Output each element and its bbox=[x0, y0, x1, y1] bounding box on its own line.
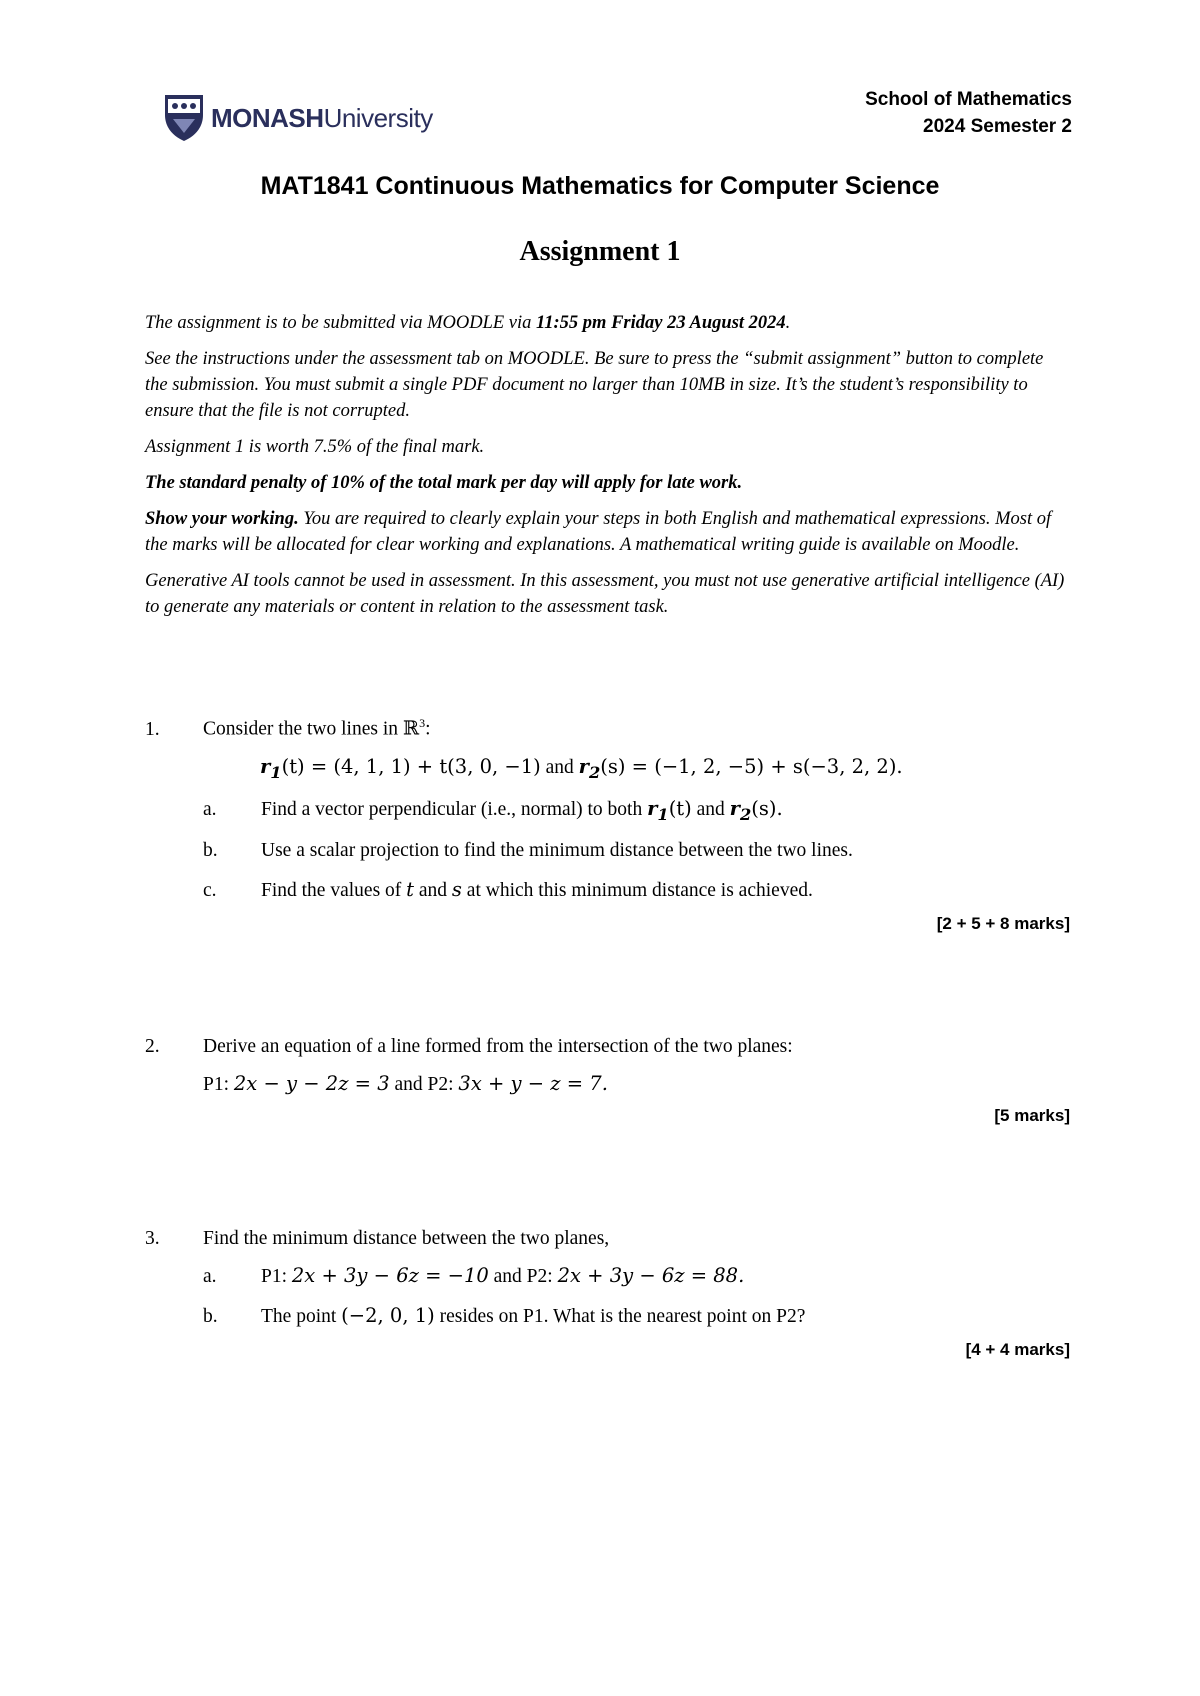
part-a: a. Find a vector perpendicular (i.e., normal) to both $r_1(t)$ and $r_2(s)$. bbox=[203, 797, 783, 825]
ai-policy: Generative AI tools cannot be used in assessment. In this assessment, you must not use generative artificial intelligence (AI) to generate any materials or content in relation to the assessment task. bbox=[145, 571, 1065, 617]
plane-equations: P1: 2x − y − 2z = 3 and P2: 3x + y − z = 7. bbox=[203, 1072, 608, 1095]
marks: [4 + 4 marks] bbox=[965, 1340, 1070, 1359]
question-number: 2. bbox=[145, 1036, 160, 1057]
question-2 bbox=[145, 1036, 1070, 1126]
question-text: Consider the two lines in ℝ$^3$: bbox=[203, 716, 431, 740]
part-b: b. The point (−2, 0, 1) resides on P1. What is the nearest point on P2? bbox=[203, 1304, 806, 1327]
show-working: Show your working. You are required to clearly explain your steps in both English and mathematical expressions. Most of the marks will be allocated for clear working and explanations. A mathematical writing guide is available on Moodle. bbox=[145, 509, 1052, 555]
line-equations: $r_1(t) = (4$, 1, 1) + t(3, 0, −1) and $r_2(s) = (-1$, 2, −5) + s(−3, 2, 2). bbox=[260, 754, 903, 782]
part-b: b. Use a scalar projection to find the minimum distance between the two lines. bbox=[203, 840, 853, 862]
instructions bbox=[145, 310, 1070, 630]
submission-deadline: The assignment is to be submitted via MOODLE via 11:55 pm Friday 23 August 2024. bbox=[145, 313, 791, 333]
part-c: c. Find the values of t and s at which this minimum distance is achieved. bbox=[203, 878, 813, 902]
question-text: Derive an equation of a line formed from the intersection of the two planes: bbox=[203, 1036, 793, 1057]
semester: 2024 Semester 2 bbox=[923, 116, 1072, 137]
assignment-title: Assignment 1 bbox=[519, 236, 681, 267]
logo-strong-text: MONASH bbox=[211, 102, 324, 133]
question-number: 3. bbox=[145, 1228, 160, 1249]
logo-light-text: University bbox=[323, 102, 433, 133]
part-a: a. P1: 2x + 3y − 6z = −10 and P2: 2x + 3y − 6z = 88. bbox=[203, 1264, 745, 1287]
monash-logo bbox=[163, 93, 433, 143]
question-text: Find the minimum distance between the two planes, bbox=[203, 1228, 610, 1249]
course-title: MAT1841 Continuous Mathematics for Computer Science bbox=[260, 172, 940, 200]
late-penalty: The standard penalty of 10% of the total mark per day will apply for late work. bbox=[145, 473, 743, 493]
marks: [5 marks] bbox=[994, 1106, 1070, 1125]
moodle-instructions: See the instructions under the assessment tab on MOODLE. Be sure to press the “submit assignment” button to complete the submission. You must submit a single PDF document no larger than 10MB in size. It’s the student’s responsibility to ensure that the file is not corrupted. bbox=[145, 349, 1044, 421]
question-number: 1. bbox=[145, 718, 160, 740]
question-3 bbox=[145, 1228, 1070, 1360]
assignment-weight: Assignment 1 is worth 7.5% of the final mark. bbox=[145, 437, 485, 457]
school-header bbox=[865, 86, 1072, 140]
monash-crest-icon bbox=[163, 93, 205, 143]
question-1 bbox=[145, 716, 1070, 934]
marks: [2 + 5 + 8 marks] bbox=[936, 914, 1070, 934]
school-name: School of Mathematics bbox=[865, 89, 1072, 110]
